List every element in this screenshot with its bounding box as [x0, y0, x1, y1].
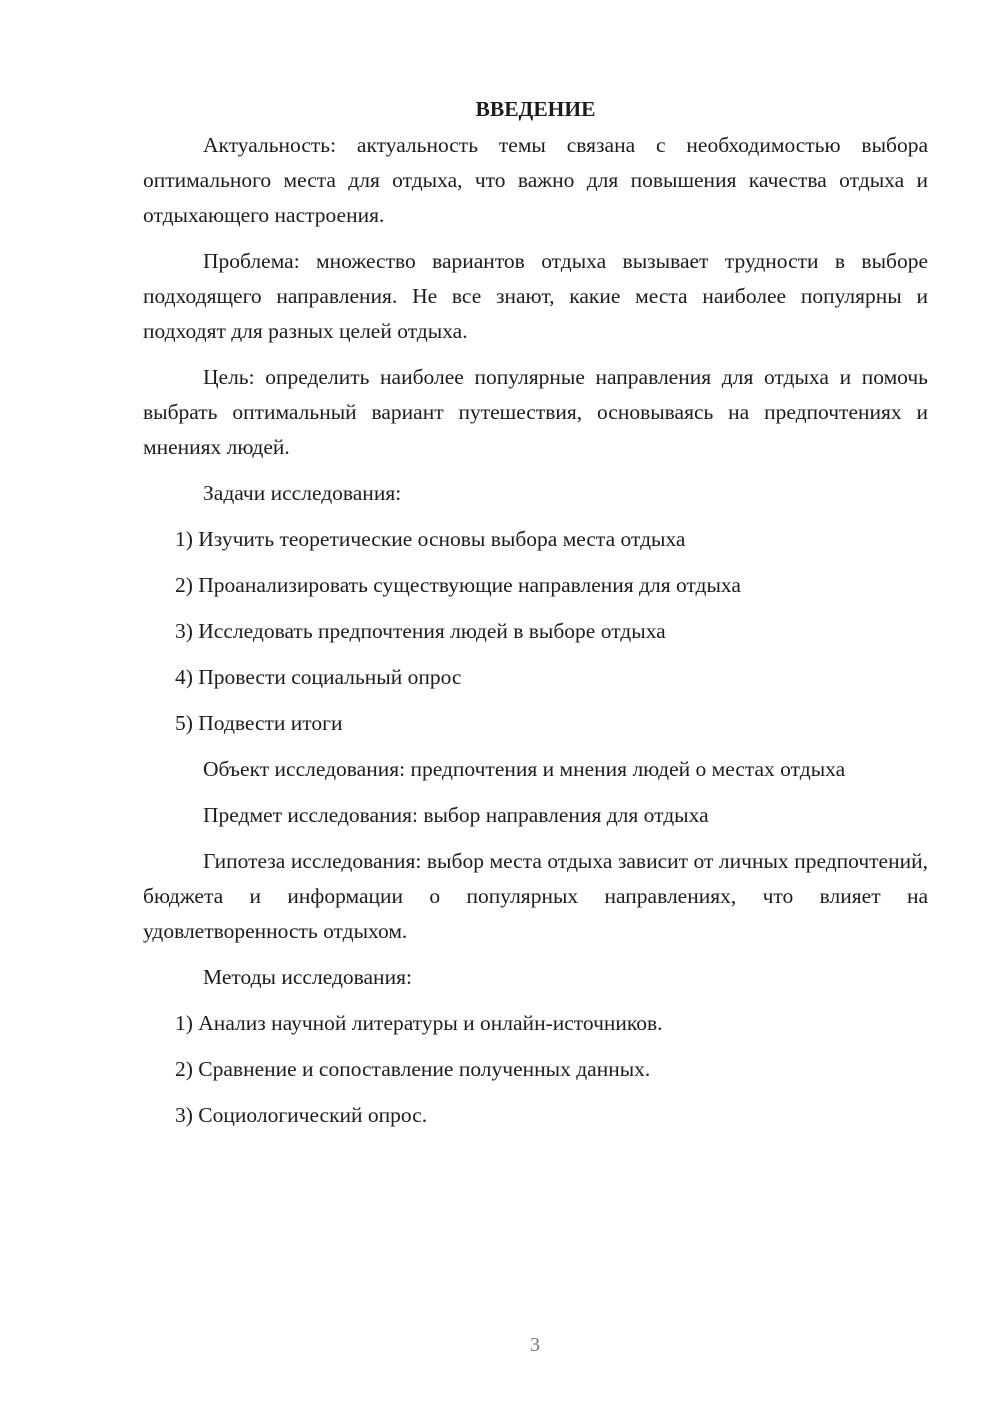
- tasks-label: Задачи исследования:: [203, 481, 402, 505]
- goal-paragraph: Цель: определить наиболее популярные направления для отдыха и помочь выбрать оптимальный вариант путешествия, основываясь на предпочтениях и мнениях людей.: [143, 365, 928, 459]
- task-item: 5) Подвести итоги: [175, 711, 343, 735]
- tasks-list: [143, 522, 928, 741]
- relevance-paragraph: Актуальность: актуальность темы связана с необходимостью выбора оптимального места для отдыха, что важно для повышения качества отдыха и отдыхающего настроения.: [143, 133, 928, 227]
- method-item: 2) Сравнение и сопоставление полученных данных.: [175, 1057, 651, 1081]
- subject-paragraph: Предмет исследования: выбор направления для отдыха: [203, 803, 709, 827]
- task-item: 1) Изучить теоретические основы выбора места отдыха: [175, 527, 686, 551]
- task-item: 3) Исследовать предпочтения людей в выборе отдыха: [175, 619, 666, 643]
- task-item: 2) Проанализировать существующие направления для отдыха: [175, 573, 741, 597]
- hypothesis-paragraph: Гипотеза исследования: выбор места отдыха зависит от личных предпочтений, бюджета и информации о популярных направлениях, что влияет на удовлетворенность отдыхом.: [143, 849, 928, 943]
- problem-paragraph: Проблема: множество вариантов отдыха вызывает трудности в выборе подходящего направления. Не все знают, какие места наиболее популярны и подходят для разных целей отдыха.: [143, 249, 928, 343]
- task-item: 4) Провести социальный опрос: [175, 665, 462, 689]
- section-heading: ВВЕДЕНИЕ: [475, 97, 596, 121]
- methods-list: [143, 1006, 928, 1133]
- method-item: 1) Анализ научной литературы и онлайн-источников.: [175, 1011, 663, 1035]
- methods-label: Методы исследования:: [203, 965, 412, 989]
- page-number: 3: [530, 1334, 540, 1356]
- method-item: 3) Социологический опрос.: [175, 1103, 428, 1127]
- object-paragraph: Объект исследования: предпочтения и мнения людей о местах отдыха: [203, 757, 846, 781]
- document-page: [143, 92, 928, 1144]
